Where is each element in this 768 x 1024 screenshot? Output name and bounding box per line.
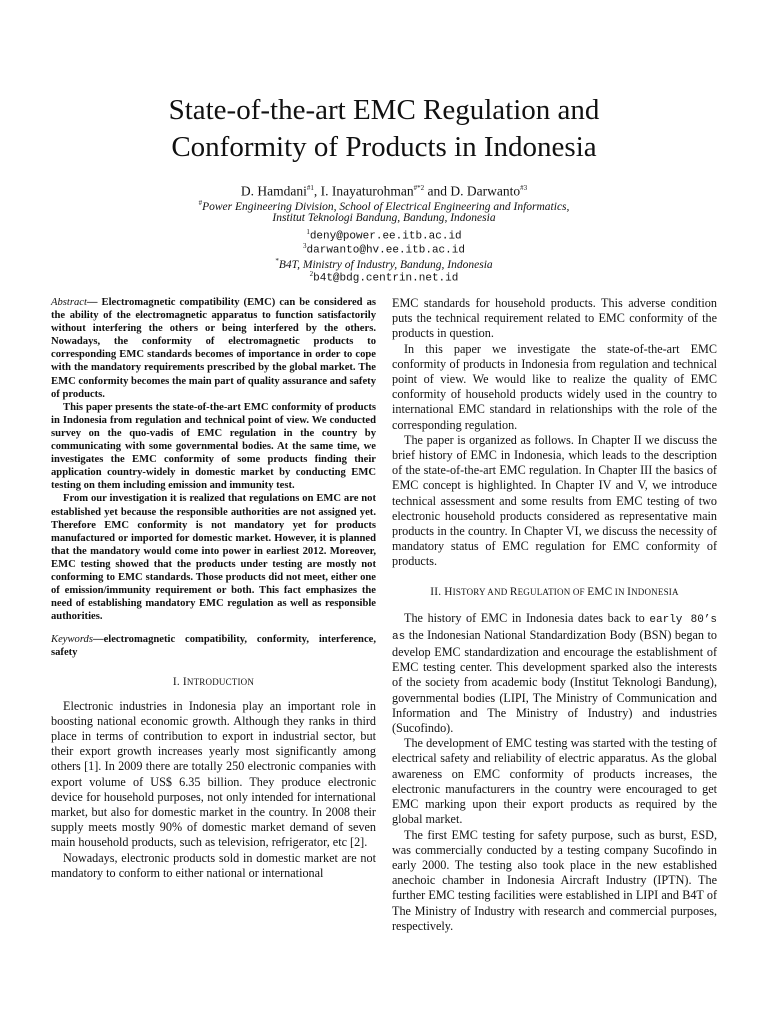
affiliation-line: Institut Teknologi Bandung, Bandung, Indonesia — [272, 212, 496, 224]
mono-phrase: early 80’s as — [392, 613, 717, 643]
body-paragraph: EMC standards for household products. This adverse condition puts the technical requirement related to EMC conformity of the products in question. — [392, 296, 717, 341]
section-heading-introduction: I. INTRODUCTION — [172, 675, 255, 688]
abstract-text: Electromagnetic compatibility (EMC) can be considered as the ability of the electromagnetic apparatus to function satisfactorily without interfering the others or being interfered by the others. Nowadays, the conformity of electromagnetic products to corresponding EMC standards becomes of importance in order to cope with the mandatory requirements prescribed by the global market. The EMC conformity becomes the main part of quality assurance and safety of products. — [51, 297, 376, 400]
paper-title — [0, 92, 768, 166]
keywords-label: Keywords — [51, 634, 93, 646]
author-mark: #*2 — [413, 184, 425, 192]
right-column — [392, 296, 717, 934]
author-mark: #1 — [306, 184, 314, 192]
affiliation-text: B4T, Ministry of Industry, Bandung, Indonesia — [278, 258, 493, 271]
email-mark: 1 — [306, 228, 310, 236]
affiliation-mark: # — [198, 199, 203, 207]
body-paragraph: Electronic industries in Indonesia play an important role in boosting national economic growth. Although they ranks in third place in terms of contribution to export in industrial sector, but their export growth increases yearly most significantly among others [1]. In 2009 there are totally 250 electronic companies with export volume of US$ 6.35 billion. They produce electronic device for household purposes, not only intended for international market, but also for domestic market in the country. In 2008 their supply meets mostly 90% of domestic market demand of seven main household products, such as television, refrigerator, etc [2]. — [51, 698, 376, 850]
abstract-paragraph: From our investigation it is realized that regulations on EMC are not established yet because the responsible authorities are not assigned yet. Therefore EMC conformity is not mandatory yet for products manufactured or imported for domestic market. However, it is planned that the mandatory would come into power in earliest 2012. Moreover, EMC testing showed that the products under testing are mostly not conforming to EMC standards. Those products did not meet, either one of emission/immunity requirement or both. This fact emphasizes the need of establishing mandatory EMC regulation as well as responsible authorities. — [51, 493, 376, 623]
author-name: D. Darwanto — [450, 183, 521, 199]
left-column — [51, 296, 376, 881]
email-mark: 2 — [309, 270, 314, 278]
body-paragraph: The first EMC testing for safety purpose, such as burst, ESD, was commercially conducted by a testing company Sucofindo in early 2000. The testing also took place in the new established anechoic chamber in Indonesia Aircraft Industry (IPTN). The further EMC testing facilities were established in LIPI and B4T of The Ministry of Industry with research and commercial purposes, respectively. — [392, 827, 717, 933]
email-address[interactable]: deny@power.ee.itb.ac.id — [309, 230, 462, 243]
affiliation-mark: * — [275, 257, 279, 265]
author-separator: , — [313, 183, 321, 199]
title-line-2: Conformity of Products in Indonesia — [171, 131, 597, 163]
keywords — [51, 633, 376, 659]
author-separator: and — [424, 183, 451, 199]
keywords-text: electromagnetic compatibility, conformity, interference, safety — [51, 634, 376, 659]
abstract-paragraph: This paper presents the state-of-the-art EMC conformity of products in Indonesia from regulation and technical point of view. We conducted survey on the quo-vadis of EMC regulation in the country by communicating with some governmental bodies. At the same time, we investigates the EMC conformity of some products finding their application country-widely in domestic market by conducting EMC testing on them including emission and immunity test. — [51, 401, 376, 492]
section-heading-history: II. HISTORY AND REGULATION OF EMC IN INDONESIA — [430, 585, 679, 598]
title-line-1: State-of-the-art EMC Regulation and — [168, 94, 600, 126]
author-name: D. Hamdani — [240, 183, 307, 199]
email-address[interactable]: darwanto@hv.ee.itb.ac.id — [306, 244, 465, 257]
email-mark: 3 — [303, 242, 307, 250]
affiliation-text: Power Engineering Division, School of Electrical Engineering and Informatics, — [202, 200, 570, 213]
body-paragraph: Nowadays, electronic products sold in domestic market are not mandatory to conform to either national or international — [51, 850, 376, 880]
abstract-paragraph — [51, 296, 376, 401]
email-line — [0, 268, 768, 286]
body-paragraph: The history of EMC in Indonesia dates back to early 80’s as the Indonesian National Standardization Body (BSN) began to develop EMC standardization and encourage the establishment of EMC testing center. This development sparked also the interests of the society from academic body (Institut Teknologi Bandung), governmental bodies (LIPI, The Ministry of Communication and Information and The Ministry of Industry) and industries (Sucofindo). — [392, 610, 717, 736]
abstract-label: Abstract — [51, 297, 87, 308]
author-mark: #3 — [520, 184, 528, 192]
body-paragraph: The development of EMC testing was started with the testing of electrical safety and reliability of electric apparatus. As the global awareness on EMC conformity of products increases, the electronic manufacturers in the country were encouraged to get EMC marking upon their export products as required by the global market. — [392, 736, 717, 827]
body-paragraph: In this paper we investigate the state-of-the-art EMC conformity of products in Indonesia from regulation and technical point of view. We would like to realize the quality of EMC conformity of household products widely used in the country to international EMC standard in relationships with the role of the corresponding regulation. — [392, 341, 717, 432]
keywords-dash: — — [92, 634, 104, 646]
email-address[interactable]: b4t@bdg.centrin.net.id — [313, 272, 459, 285]
body-paragraph: The paper is organized as follows. In Chapter II we discuss the brief history of EMC in Indonesia, which leads to the description of the state-of-the-art EMC regulation. In Chapter III the basics of EMC concept is highlighted. In Chapter IV and V, we introduce technical assessment and some results from EMC testing of two electronic household products considered as representative main products in the country. In Chapter VI, we discuss the necessity of mandatory status of EMC regulation for EMC conformity of products. — [392, 432, 717, 569]
abstract-dash: — — [86, 297, 102, 308]
author-name: I. Inayaturohman — [320, 183, 414, 199]
